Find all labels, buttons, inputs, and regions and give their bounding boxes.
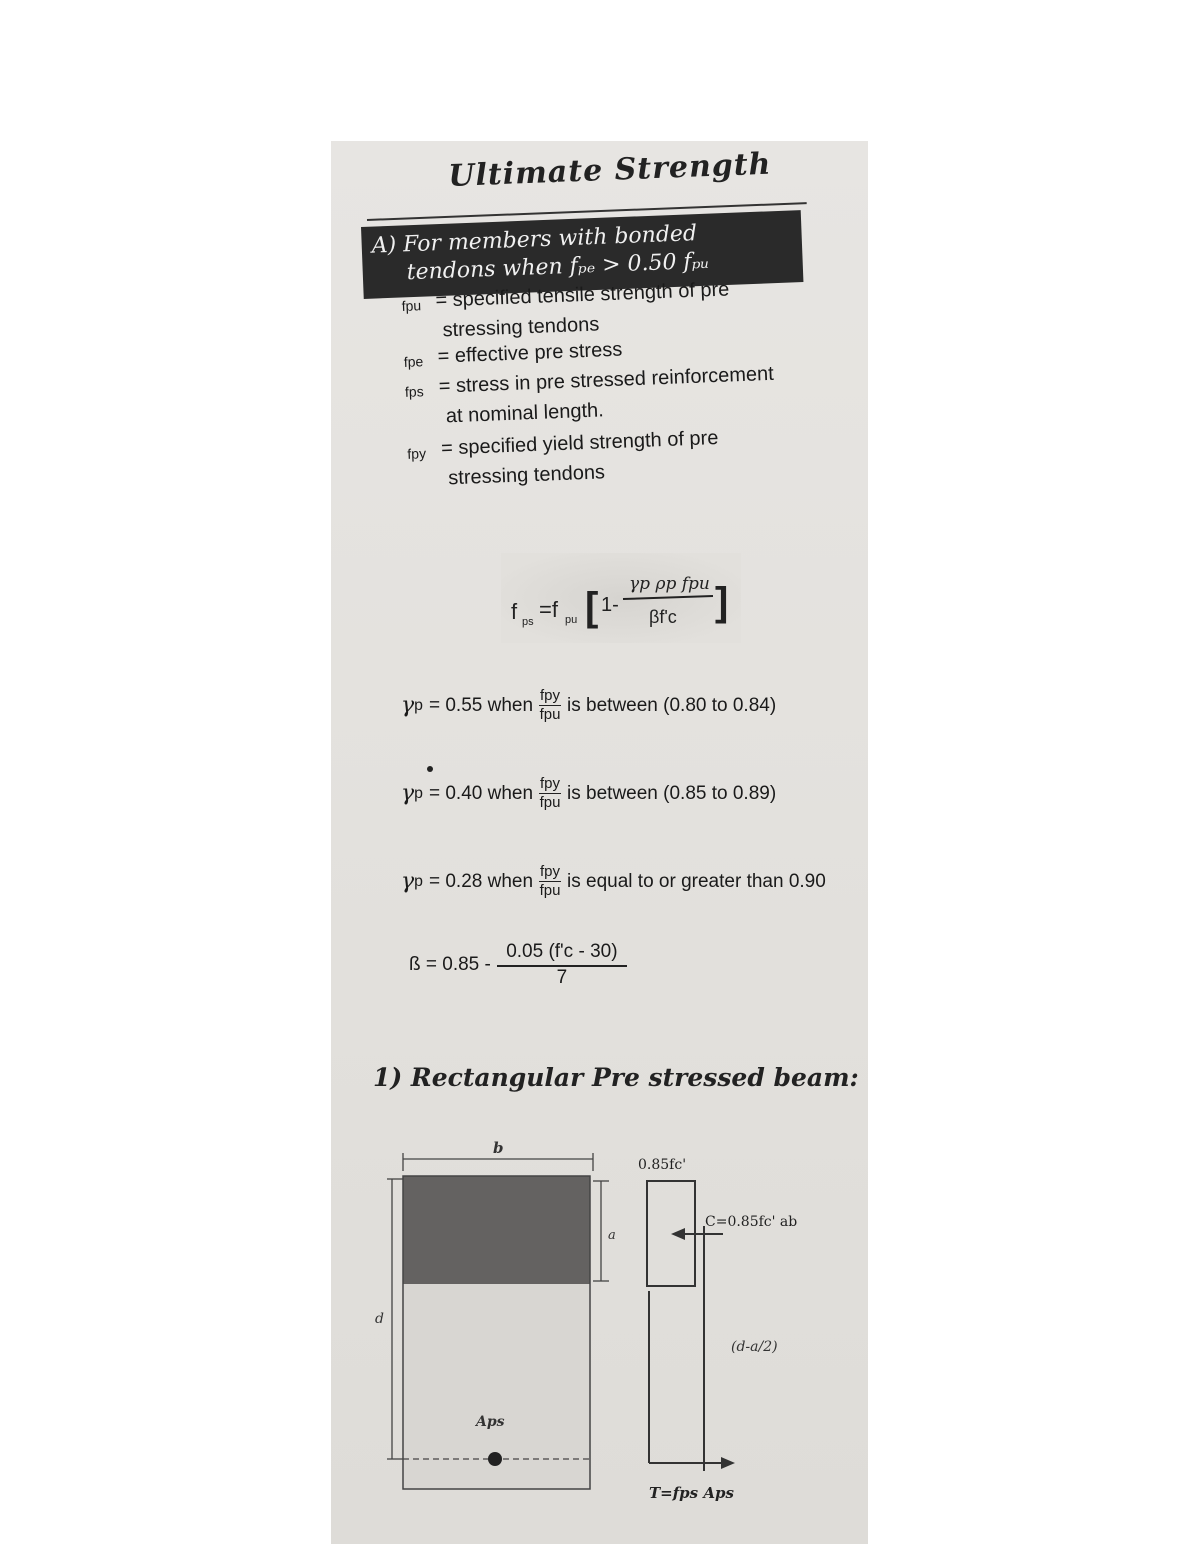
definition-text: = effective pre stress <box>437 338 623 368</box>
gamma-condition: is between (0.85 to 0.89) <box>567 782 777 804</box>
gamma-condition: is between (0.80 to 0.84) <box>567 694 777 716</box>
definition-continuation: at nominal length. <box>445 399 605 428</box>
gamma-symbol: γ <box>401 781 415 806</box>
gamma-value: = 0.55 when <box>428 694 534 716</box>
gamma-row-1 <box>401 687 776 724</box>
ratio-den: fpu <box>539 882 561 899</box>
formula-eq: =f <box>539 597 558 622</box>
formula-eq-sub: pu <box>565 614 578 626</box>
definition-symbol: fpu <box>401 297 422 314</box>
formula-fraction-bar <box>623 596 713 599</box>
formula-and-diagram-svg <box>331 141 868 1544</box>
banner-line-1: A) For members with bonded <box>371 221 698 259</box>
definition-continuation: stressing tendons <box>442 313 600 342</box>
gamma-row-3 <box>401 863 826 900</box>
gamma-value: = 0.28 when <box>428 870 534 892</box>
page-title: Ultimate Strength <box>447 146 773 194</box>
gamma-row-2 <box>401 775 776 812</box>
gamma-condition: is equal to or greater than 0.90 <box>567 870 826 892</box>
bullet-dot <box>427 766 433 772</box>
ratio-fraction <box>539 863 561 900</box>
definition-symbol: fpy <box>407 445 427 462</box>
gamma-sub: p <box>414 696 423 714</box>
document-page <box>331 141 868 1544</box>
definition-text: = specified tensile strength of pre <box>435 278 730 312</box>
definition-symbol: fps <box>404 383 424 400</box>
beta-fraction <box>497 941 627 989</box>
gamma-symbol: γ <box>401 693 415 718</box>
formula-bracket-right: ] <box>715 580 729 624</box>
beta-lhs: ß = 0.85 - <box>409 954 491 975</box>
gamma-sub: p <box>414 784 423 802</box>
ratio-fraction <box>539 687 561 724</box>
tension-force-label: T=fps Aps <box>649 1484 734 1502</box>
stress-label: 0.85fc' <box>638 1157 687 1173</box>
formula-lhs-sub: ps <box>522 616 534 628</box>
beta-formula <box>409 941 627 989</box>
formula-bracket-left: [ <box>585 585 599 629</box>
compression-arrowhead <box>671 1228 685 1240</box>
tendon-dot <box>488 1452 502 1466</box>
ratio-num: fpy <box>540 863 561 880</box>
dim-b-label: b <box>493 1139 504 1157</box>
ratio-num: fpy <box>540 775 561 792</box>
definition-symbol: fpe <box>403 353 424 370</box>
ratio-fraction <box>539 775 561 812</box>
beta-denominator: 7 <box>556 967 568 988</box>
definition-continuation: stressing tendons <box>447 461 606 490</box>
compression-force-label: C=0.85fc' ab <box>705 1214 798 1230</box>
ratio-den: fpu <box>539 706 561 723</box>
beam-diagram <box>375 1139 797 1502</box>
formula-numerator: γp ρp fpu <box>629 574 710 594</box>
gamma-sub: p <box>414 872 423 890</box>
formula-lhs: f <box>511 599 518 624</box>
ratio-den: fpu <box>539 794 561 811</box>
aps-label: Aps <box>476 1414 505 1430</box>
gamma-value: = 0.40 when <box>428 782 534 804</box>
dim-d-label: d <box>375 1311 384 1327</box>
formula-denominator: βf'c <box>649 607 677 627</box>
definition-text: = stress in pre stressed reinforcement <box>438 362 775 398</box>
banner-line-2: tendons when fₚₑ > 0.50 fₚᵤ <box>406 248 710 286</box>
tension-arrowhead <box>721 1457 735 1469</box>
dim-a-label: a <box>608 1228 616 1243</box>
gamma-symbol: γ <box>401 869 415 894</box>
ratio-num: fpy <box>540 687 561 704</box>
definition-text: = specified yield strength of pre <box>440 426 719 460</box>
lever-arm-label: (d-a/2) <box>731 1339 778 1355</box>
compression-zone <box>403 1176 590 1284</box>
formula-one: 1- <box>601 594 619 616</box>
beta-numerator: 0.05 (f'c - 30) <box>506 941 618 962</box>
section-heading: 1) Rectangular Pre stressed beam: <box>373 1063 859 1092</box>
